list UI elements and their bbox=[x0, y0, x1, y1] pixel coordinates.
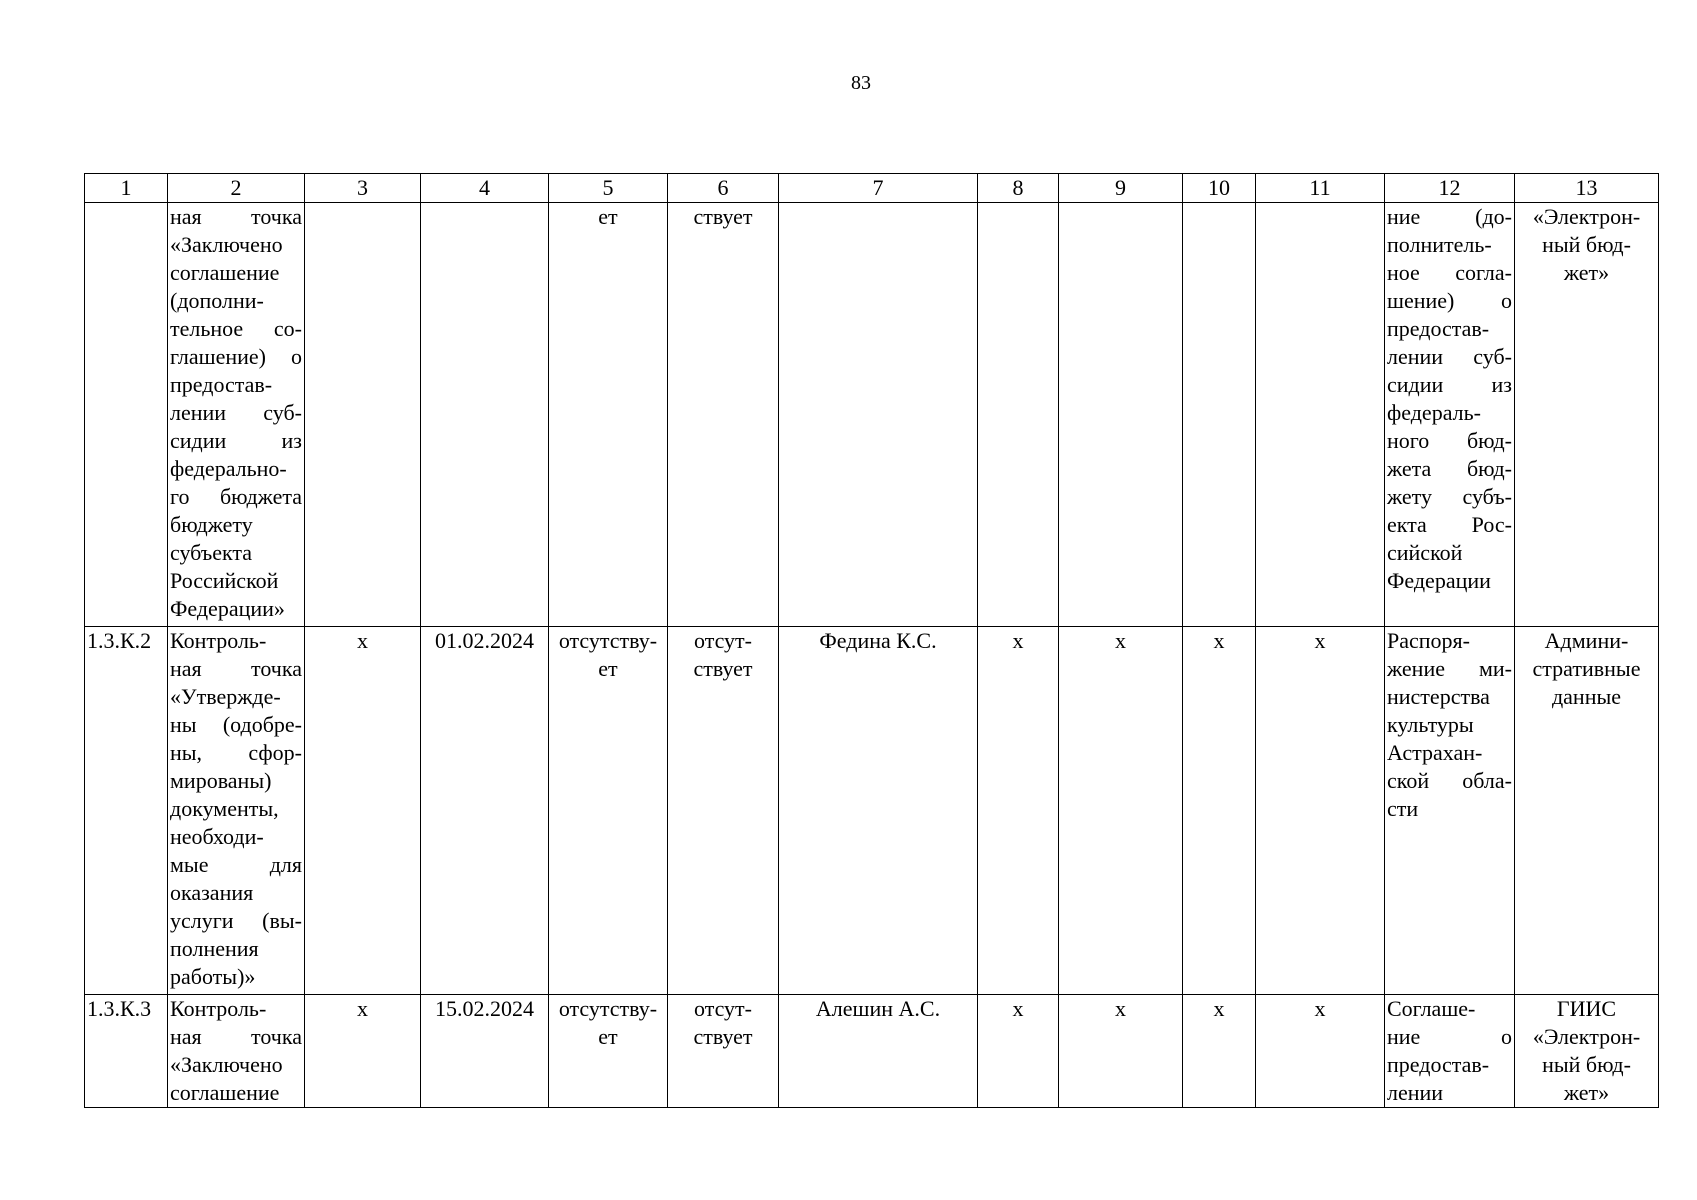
cell-line: полнения bbox=[170, 936, 259, 961]
cell-line: «Электрон- bbox=[1532, 1024, 1641, 1049]
cell-line: (дополни- bbox=[170, 288, 264, 313]
cell-line: предостав- bbox=[1387, 1052, 1490, 1077]
cell-line: стративные bbox=[1532, 656, 1641, 681]
row-number-cell: 1.3.К.2 bbox=[85, 627, 168, 995]
document-cell bbox=[1385, 203, 1515, 627]
cell-line: федерально- bbox=[170, 456, 287, 481]
cell-col11: х bbox=[1256, 627, 1385, 995]
cell-col9: х bbox=[1059, 995, 1183, 1108]
cell-col8 bbox=[978, 203, 1059, 627]
cell-line: Федерации» bbox=[170, 596, 285, 621]
cell-line: жение ми- bbox=[1387, 656, 1512, 681]
date-cell bbox=[421, 203, 549, 627]
cell-col11: х bbox=[1256, 995, 1385, 1108]
cell-line: полнитель- bbox=[1387, 232, 1492, 257]
source-cell bbox=[1515, 995, 1659, 1108]
cell-line: го бюджета bbox=[170, 484, 302, 509]
column-header: 6 bbox=[668, 174, 779, 203]
column-header: 3 bbox=[305, 174, 421, 203]
cell-line: услуги (вы- bbox=[170, 908, 302, 933]
cell-line: глашение) о bbox=[170, 344, 302, 369]
cell-line: работы)» bbox=[170, 964, 256, 989]
cell-line: ное согла- bbox=[1387, 260, 1512, 285]
cell-line: ет bbox=[598, 204, 618, 229]
event-name-cell bbox=[168, 203, 305, 627]
document-cell bbox=[1385, 995, 1515, 1108]
cell-col11 bbox=[1256, 203, 1385, 627]
cell-line: данные bbox=[1551, 684, 1622, 709]
cell-line: сидии из bbox=[170, 428, 302, 453]
row-number-cell bbox=[85, 203, 168, 627]
page-number: 83 bbox=[851, 72, 871, 94]
cell-line: Админи- bbox=[1544, 628, 1629, 653]
cell-line: жет» bbox=[1563, 1080, 1610, 1105]
responsible-cell bbox=[779, 203, 978, 627]
cell-line: соглашение bbox=[170, 260, 280, 285]
date-cell: 15.02.2024 bbox=[421, 995, 549, 1108]
cell-line: ная точка bbox=[170, 656, 302, 681]
cell-line: тельное со- bbox=[170, 316, 302, 341]
source-cell bbox=[1515, 203, 1659, 627]
cell-col5 bbox=[549, 995, 668, 1108]
cell-line: отсут- bbox=[693, 628, 752, 653]
cell-line: отсут- bbox=[693, 996, 752, 1021]
cell-col10: х bbox=[1183, 627, 1256, 995]
cell-line: ние (до- bbox=[1387, 204, 1512, 229]
cell-line: оказания bbox=[170, 880, 254, 905]
cell-line: жета бюд- bbox=[1387, 456, 1512, 481]
column-header: 13 bbox=[1515, 174, 1659, 203]
cell-line: ны, сфор- bbox=[170, 740, 302, 765]
table-row bbox=[85, 627, 1659, 995]
cell-line: «Утвержде- bbox=[170, 684, 281, 709]
document-cell bbox=[1385, 627, 1515, 995]
cell-col3: х bbox=[305, 995, 421, 1108]
cell-line: бюджету bbox=[170, 512, 253, 537]
cell-col6 bbox=[668, 995, 779, 1108]
cell-col8: х bbox=[978, 627, 1059, 995]
cell-line: сидии из bbox=[1387, 372, 1512, 397]
column-header: 7 bbox=[779, 174, 978, 203]
cell-line: «Электрон- bbox=[1532, 204, 1641, 229]
cell-col9 bbox=[1059, 203, 1183, 627]
table-row bbox=[85, 995, 1659, 1108]
cell-line: лении суб- bbox=[1387, 344, 1512, 369]
date-cell: 01.02.2024 bbox=[421, 627, 549, 995]
cell-line: ная точка bbox=[170, 1024, 302, 1049]
cell-line: ствует bbox=[693, 656, 753, 681]
cell-line: ГИИС bbox=[1556, 996, 1617, 1021]
cell-line: лении bbox=[1387, 1080, 1444, 1105]
cell-line: жету субъ- bbox=[1387, 484, 1512, 509]
cell-line: лении суб- bbox=[170, 400, 302, 425]
cell-line: Астрахан- bbox=[1387, 740, 1483, 765]
responsible-cell: Алешин А.С. bbox=[779, 995, 978, 1108]
responsible-cell: Федина К.С. bbox=[779, 627, 978, 995]
cell-line: ный бюд- bbox=[1542, 1052, 1631, 1077]
cell-line: «Заключено bbox=[170, 232, 283, 257]
cell-line: екта Рос- bbox=[1387, 512, 1512, 537]
event-name-cell bbox=[168, 995, 305, 1108]
cell-col3 bbox=[305, 203, 421, 627]
cell-line: Федерации bbox=[1387, 568, 1491, 593]
column-header: 12 bbox=[1385, 174, 1515, 203]
cell-line: ствует bbox=[693, 1024, 753, 1049]
cell-col3: х bbox=[305, 627, 421, 995]
table-row bbox=[85, 203, 1659, 627]
cell-line: Российской bbox=[170, 568, 279, 593]
column-header: 8 bbox=[978, 174, 1059, 203]
column-header: 10 bbox=[1183, 174, 1256, 203]
cell-line: ской обла- bbox=[1387, 768, 1512, 793]
cell-line: сти bbox=[1387, 796, 1419, 821]
column-header: 9 bbox=[1059, 174, 1183, 203]
cell-line: ствует bbox=[693, 204, 753, 229]
cell-line: необходи- bbox=[170, 824, 264, 849]
column-header: 11 bbox=[1256, 174, 1385, 203]
cell-line: сийской bbox=[1387, 540, 1463, 565]
cell-col6 bbox=[668, 203, 779, 627]
cell-line: жет» bbox=[1563, 260, 1610, 285]
cell-line: предостав- bbox=[1387, 316, 1490, 341]
cell-line: ная точка bbox=[170, 204, 302, 229]
cell-col5 bbox=[549, 627, 668, 995]
cell-line: ный бюд- bbox=[1542, 232, 1631, 257]
cell-line: документы, bbox=[170, 796, 279, 821]
column-header: 4 bbox=[421, 174, 549, 203]
cell-line: мированы) bbox=[170, 768, 272, 793]
cell-line: Соглаше- bbox=[1387, 996, 1476, 1021]
table-header-row bbox=[85, 174, 1659, 203]
cell-line: отсутству- bbox=[558, 628, 658, 653]
cell-col6 bbox=[668, 627, 779, 995]
source-cell bbox=[1515, 627, 1659, 995]
cell-line: отсутству- bbox=[558, 996, 658, 1021]
cell-line: культуры bbox=[1387, 712, 1474, 737]
cell-col10 bbox=[1183, 203, 1256, 627]
row-number-cell: 1.3.К.3 bbox=[85, 995, 168, 1108]
cell-line: Контроль- bbox=[170, 996, 267, 1021]
cell-line: федераль- bbox=[1387, 400, 1481, 425]
cell-line: ет bbox=[598, 656, 618, 681]
cell-line: шение) о bbox=[1387, 288, 1512, 313]
cell-line: ного бюд- bbox=[1387, 428, 1512, 453]
cell-col5 bbox=[549, 203, 668, 627]
cell-line: предостав- bbox=[170, 372, 273, 397]
cell-col9: х bbox=[1059, 627, 1183, 995]
cell-line: ет bbox=[598, 1024, 618, 1049]
column-header: 1 bbox=[85, 174, 168, 203]
cell-line: соглашение bbox=[170, 1080, 280, 1105]
cell-line: Распоря- bbox=[1387, 628, 1470, 653]
cell-line: ние о bbox=[1387, 1024, 1512, 1049]
column-header: 5 bbox=[549, 174, 668, 203]
cell-line: ны (одобре- bbox=[170, 712, 302, 737]
cell-line: «Заключено bbox=[170, 1052, 283, 1077]
column-header: 2 bbox=[168, 174, 305, 203]
event-name-cell bbox=[168, 627, 305, 995]
plan-table bbox=[84, 173, 1659, 1108]
cell-line: субъекта bbox=[170, 540, 253, 565]
cell-line: мые для bbox=[170, 852, 302, 877]
cell-line: нистерства bbox=[1387, 684, 1490, 709]
cell-col8: х bbox=[978, 995, 1059, 1108]
cell-line: Контроль- bbox=[170, 628, 267, 653]
cell-col10: х bbox=[1183, 995, 1256, 1108]
